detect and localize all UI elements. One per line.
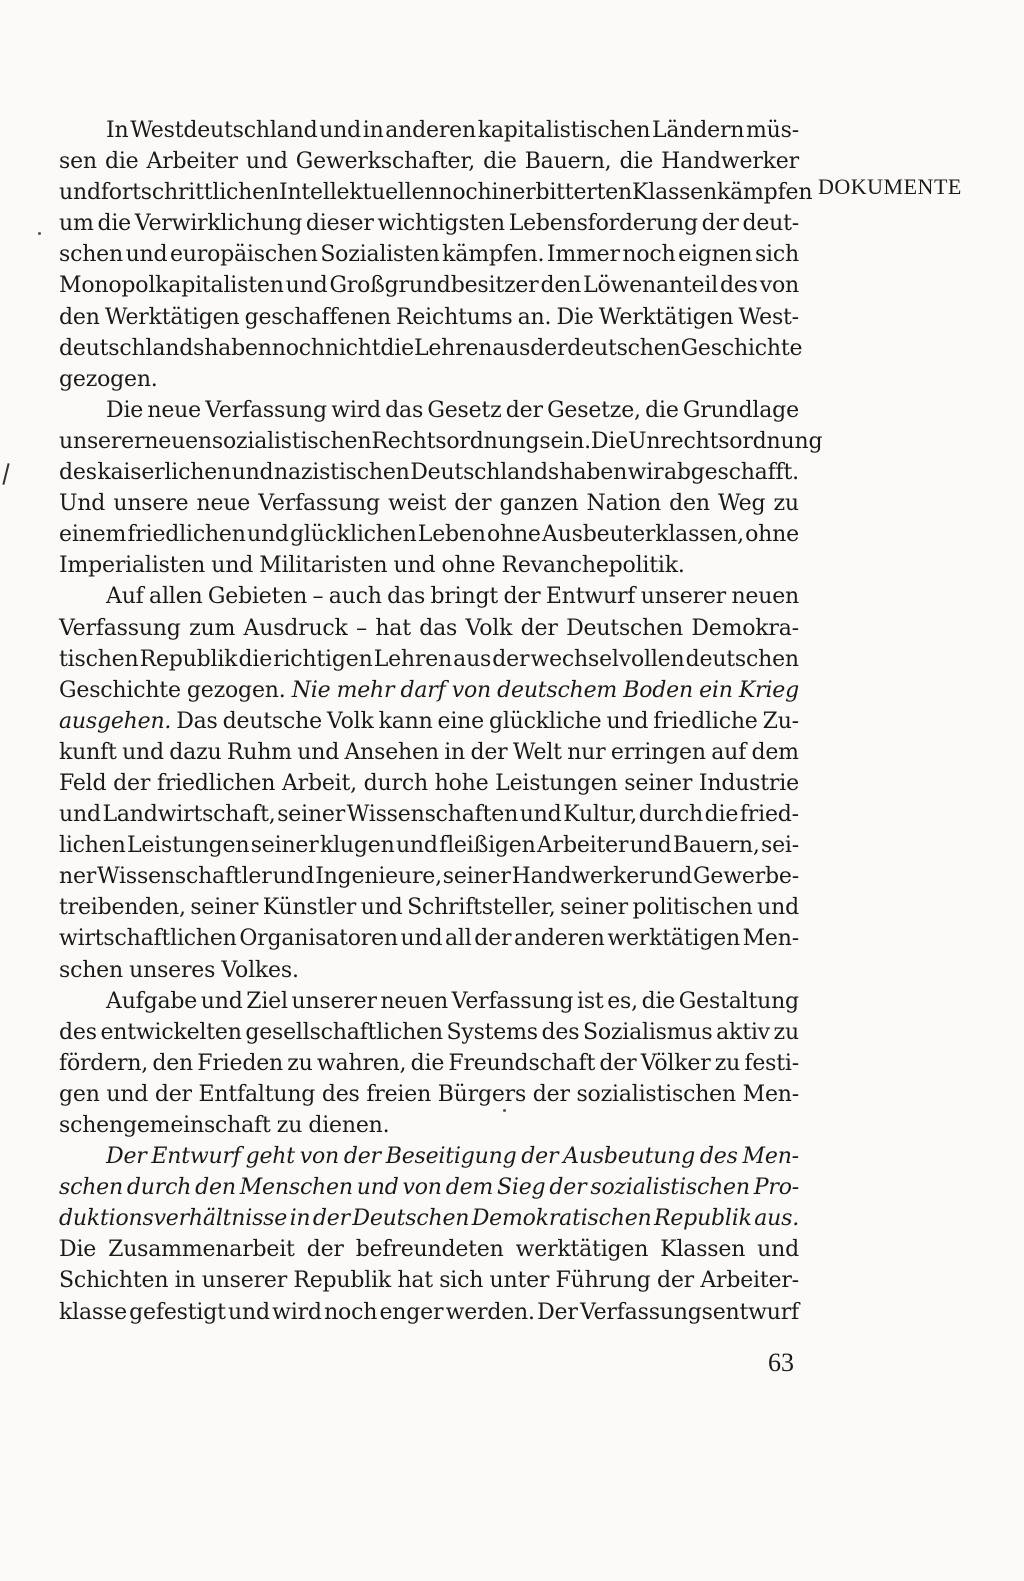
margin-dot-mark — [38, 232, 41, 235]
text-line: den Werktätigen geschaffenen Reichtums an. Die Werktätigen West- — [59, 304, 799, 330]
text-line: lichen Leistungen seiner klugen und fleißigen Arbeiter und Bauern, sei- — [59, 833, 799, 859]
text-line: treibenden, seiner Künstler und Schriftsteller, seiner politischen und — [59, 895, 799, 921]
text-line: In Westdeutschland und in anderen kapitalistischen Ländern müs- — [106, 118, 799, 143]
text-line: schen und europäischen Sozialisten kämpfen. Immer noch eignen sich — [59, 242, 799, 268]
text-line: einem friedlichen und glücklichen Leben ohne Ausbeuterklassen, ohne — [59, 522, 799, 548]
text-line: des entwickelten gesellschaftlichen Systems des Sozialismus aktiv zu — [59, 1019, 799, 1045]
text-line: gen und der Entfaltung des freien Bürgers der sozialistischen Men- — [59, 1081, 799, 1107]
text-line: um die Verwirklichung dieser wichtigsten Lebensforderung der deut- — [59, 211, 799, 237]
text-line: tischen Republik die richtigen Lehren aus der wechselvollen deutschen — [59, 646, 799, 672]
text-line: und fortschrittlichen Intellektuellen noch in erbitterten Klassenkämpfen — [59, 180, 813, 206]
section-sidenote: DOKUMENTE — [818, 174, 962, 199]
text-line: Geschichte gezogen. Nie mehr darf von deutschem Boden ein Krieg — [59, 677, 799, 703]
text-line: ausgehen. Das deutsche Volk kann eine glückliche und friedliche Zu- — [59, 708, 799, 734]
text-line: Aufgabe und Ziel unserer neuen Verfassung ist es, die Gestaltung — [106, 988, 799, 1014]
text-line: Verfassung zum Ausdruck – hat das Volk der Deutschen Demokra- — [59, 615, 799, 641]
text-line: Die Zusammenarbeit der befreundeten werktätigen Klassen und — [59, 1237, 799, 1263]
text-line: Imperialisten und Militaristen und ohne Revanchepolitik. — [59, 553, 685, 579]
text-line: ner Wissenschaftler und Ingenieure, seiner Handwerker und Gewerbe- — [59, 864, 799, 890]
text-line: sen die Arbeiter und Gewerkschafter, die Bauern, die Handwerker — [59, 149, 799, 175]
text-line: gezogen. — [59, 366, 158, 392]
text-line: fördern, den Frieden zu wahren, die Freundschaft der Völker zu festi- — [59, 1050, 799, 1076]
text-line: unserer neuen sozialistischen Rechtsordnung sein. Die Unrechtsordnung — [59, 428, 823, 454]
text-line: schen durch den Menschen und von dem Sieg der sozialistischen Pro- — [59, 1175, 799, 1201]
text-line: klasse gefestigt und wird noch enger werden. Der Verfassungsentwurf — [59, 1299, 799, 1325]
text-line: Der Entwurf geht von der Beseitigung der Ausbeutung des Men- — [106, 1144, 799, 1170]
text-line: schen unseres Volkes. — [59, 957, 299, 983]
text-line: kunft und dazu Ruhm und Ansehen in der Welt nur erringen auf dem — [59, 739, 799, 765]
text-line: des kaiserlichen und nazistischen Deutschlands haben wir abgeschafft. — [59, 460, 799, 486]
text-line: und Landwirtschaft, seiner Wissenschaften und Kultur, durch die fried- — [59, 802, 799, 828]
text-line: wirtschaftlichen Organisatoren und all der anderen werktätigen Men- — [59, 926, 799, 952]
text-line: schengemeinschaft zu dienen. — [59, 1113, 390, 1138]
text-line: Die neue Verfassung wird das Gesetz der Gesetze, die Grundlage — [106, 397, 799, 423]
body-text — [59, 115, 823, 1328]
margin-pencil-mark — [2, 463, 9, 485]
text-line: Auf allen Gebieten – auch das bringt der Entwurf unserer neuen — [106, 584, 799, 610]
text-line: Schichten in unserer Republik hat sich unter Führung der Arbeiter- — [59, 1268, 799, 1294]
text-line: deutschlands haben noch nicht die Lehren aus der deutschen Geschichte — [59, 335, 803, 361]
text-line: duktionsverhältnisse in der Deutschen Demokratischen Republik aus. — [59, 1206, 799, 1232]
page-number: 63 — [768, 1348, 794, 1377]
text-line: Monopolkapitalisten und Großgrundbesitzer den Löwenanteil des von — [59, 273, 799, 299]
text-line: Und unsere neue Verfassung weist der ganzen Nation den Weg zu — [59, 491, 799, 517]
text-line: Feld der friedlichen Arbeit, durch hohe Leistungen seiner Industrie — [59, 770, 799, 796]
